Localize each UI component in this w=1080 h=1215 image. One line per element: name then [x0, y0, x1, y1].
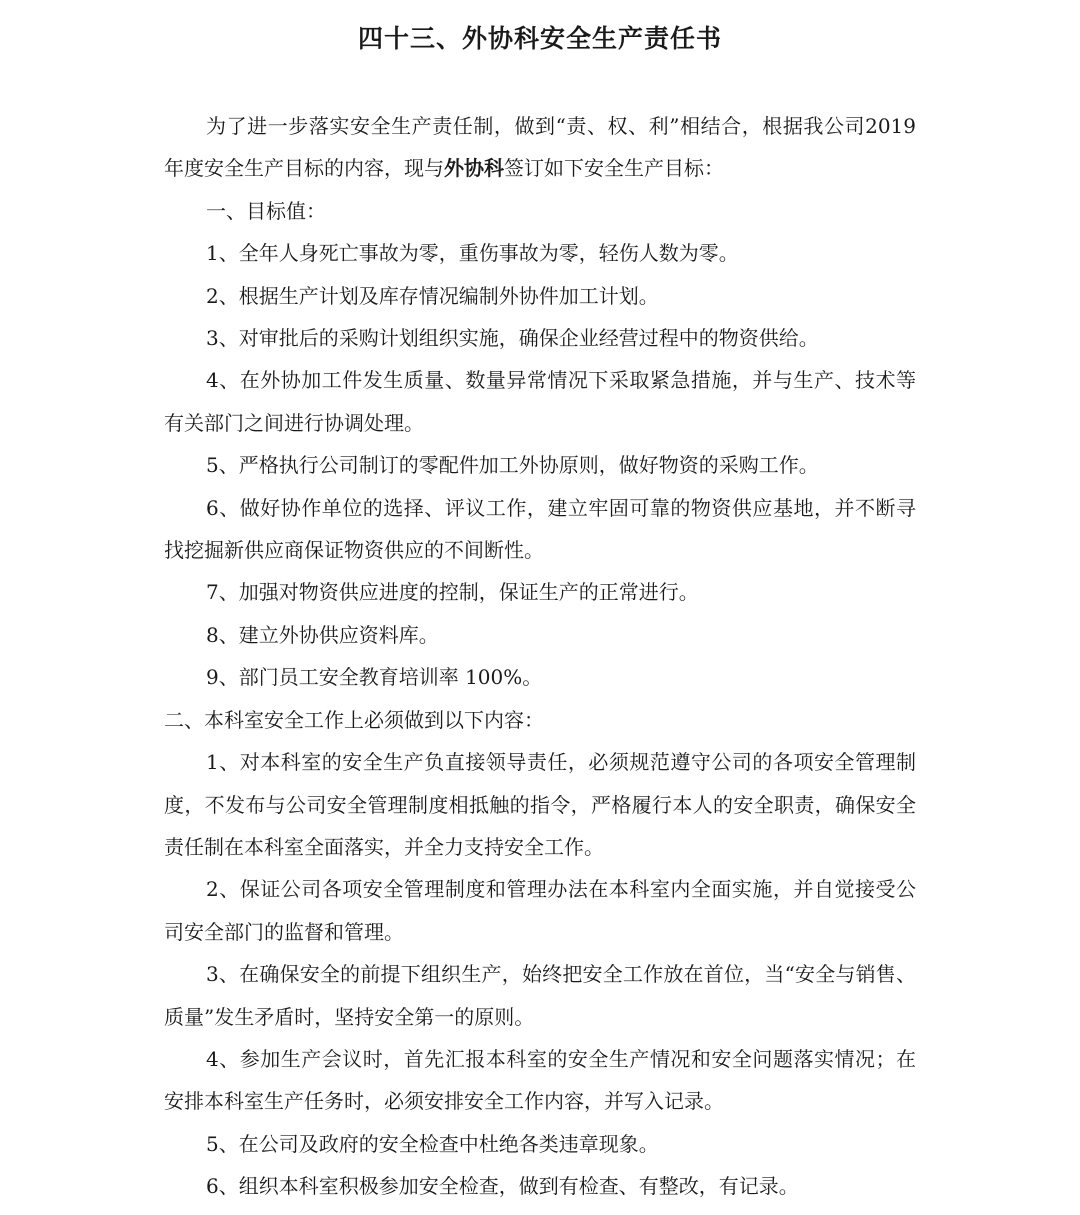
section1-item: 1、全年人身死亡事故为零，重伤事故为零，轻伤人数为零。	[206, 241, 739, 266]
section1-item: 5、严格执行公司制订的零配件加工外协原则，做好物资的采购工作。	[206, 453, 819, 478]
section2-item: 4、参加生产会议时，首先汇报本科室的安全生产情况和安全问题落实情况；在安排本科室生产任务时，必须安排安全工作内容，并写入记录。	[164, 1046, 916, 1114]
section2-item: 1、对本科室的安全生产负直接领导责任，必须规范遵守公司的各项安全管理制度，不发布与公司安全管理制度相抵触的指令，严格履行本人的安全职责，确保安全责任制在本科室全面落实，并全力支持安全工作。	[164, 750, 916, 859]
section1-item: 3、对审批后的采购计划组织实施，确保企业经营过程中的物资供给。	[206, 326, 819, 351]
section2-item: 6、组织本科室积极参加安全检查，做到有检查、有整改，有记录。	[206, 1174, 799, 1199]
document-body	[164, 105, 916, 1208]
section1-heading: 一、目标值：	[206, 198, 326, 223]
intro-text-part1: 为了进一步落实安全生产责任制，做到“责、权、利”相结合，根据我公司2019年度安全生产目标的内容，现与	[164, 114, 916, 181]
section1-item: 4、在外协加工件发生质量、数量异常情况下采取紧急措施，并与生产、技术等有关部门之间进行协调处理。	[164, 368, 916, 435]
section2-item: 3、在确保安全的前提下组织生产，始终把安全工作放在首位，当“安全与销售、质量”发生矛盾时，坚持安全第一的原则。	[164, 962, 916, 1029]
section1-item: 6、做好协作单位的选择、评议工作，建立牢固可靠的物资供应基地，并不断寻找挖掘新供应商保证物资供应的不间断性。	[164, 495, 916, 563]
section2-heading: 二、本科室安全工作上必须做到以下内容：	[164, 707, 544, 732]
intro-department-name: 外协科	[444, 156, 504, 181]
section1-item: 8、建立外协供应资料库。	[206, 622, 439, 647]
section2-item: 5、在公司及政府的安全检查中杜绝各类违章现象。	[206, 1131, 659, 1156]
section1-item: 9、部门员工安全教育培训率 100%。	[206, 665, 543, 690]
intro-paragraph	[164, 105, 916, 190]
section1-item: 2、根据生产计划及库存情况编制外协件加工计划。	[206, 283, 659, 308]
section2-item: 2、保证公司各项安全管理制度和管理办法在本科室内全面实施，并自觉接受公司安全部门的监督和管理。	[164, 877, 916, 944]
section1-item: 7、加强对物资供应进度的控制，保证生产的正常进行。	[206, 580, 699, 605]
intro-text-part2: 签订如下安全生产目标：	[504, 156, 724, 181]
document-title: 四十三、外协科安全生产责任书	[357, 24, 722, 53]
